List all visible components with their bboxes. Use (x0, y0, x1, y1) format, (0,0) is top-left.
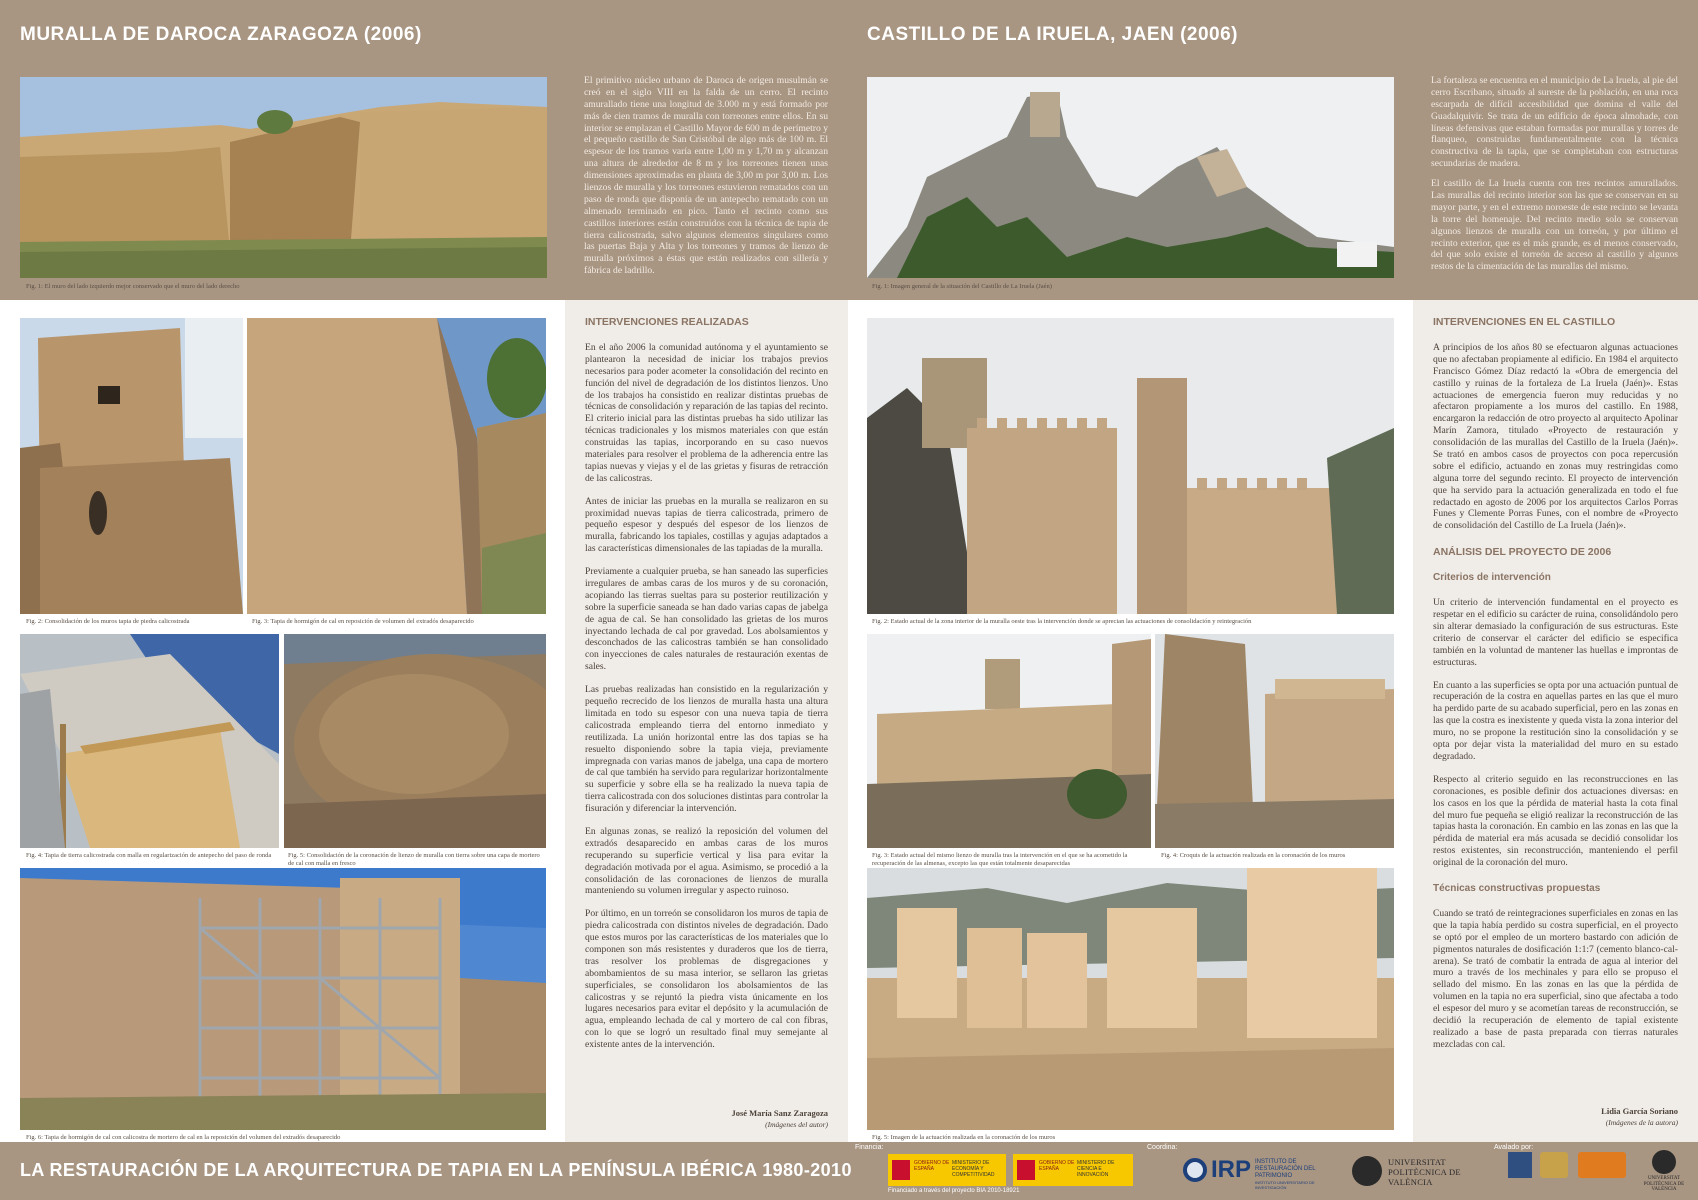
irp-full-name: INSTITUTO DE RESTAURACIÓN DEL PATRIMONIO (1255, 1159, 1316, 1179)
right-fig1-caption: Fig. 1: Imagen general de la situación del Castillo de La Iruela (Jaén) (872, 283, 1052, 290)
left-section-heading: INTERVENCIONES REALIZADAS (585, 316, 749, 328)
world-heritage-logo-icon (1540, 1152, 1568, 1178)
right-intro-text (1431, 75, 1678, 281)
ministry-science-logo (1013, 1154, 1133, 1186)
left-fig1-caption: Fig. 1: El muro del lado izquierdo mejor conservado que el muro del lado derecho (26, 283, 240, 290)
right-intro-p2: El castillo de La Iruela cuenta con tres recintos amurallados. Las murallas del recinto interior son las que se conservan en su mayor parte, y en el extremo noroeste de este recinto se levanta la torre del homenaje. Del recinto medio solo se conservan algunos lienzos de muralla con un torreón, y por último el recinto exterior, que es el más grande, es el menos conservado, del que solo existe el torreón de acceso al castillo y algunos restos de la cimentación de las murallas del mismo. (1431, 178, 1678, 273)
left-fig5-caption: Fig. 5: Consolidación de la coronación de lienzo de muralla con tierra sobre una capa de mortero de cal con malla en fresco (288, 852, 540, 867)
spain-shield-icon (1017, 1160, 1035, 1180)
right-criteria-heading: Criterios de intervención (1433, 572, 1551, 584)
left-author (731, 1108, 828, 1130)
left-author-note: (Imágenes del autor) (765, 1120, 828, 1130)
right-fig4-caption: Fig. 4: Croquis de la actuación realizada en la coronación de los muros (1161, 852, 1346, 859)
left-fig3-caption: Fig. 3: Tapia de hormigón de cal en reposición de volumen del extradós desaparecido (252, 618, 474, 625)
upv-seal-icon (1352, 1156, 1382, 1186)
left-paragraph-5: En algunas zonas, se realizó la reposición del volumen del extradós desaparecido en ambas caras de los muros recuperando su superficie vertical y lisa para evitar la degradación motivada por el agua. Asimismo, se procedió a la consolidación de las coronaciones de lienzos de muralla manteniendo su volumen irregular y aspecto ruinoso. (585, 825, 828, 897)
right-paragraph-5: Cuando se trató de reintegraciones superficiales en zonas en las que la tapia había perdido su costra superficial, en el proyecto se optó por el empleo de un mortero bastardo con adición de pigmentos naturales de dosificación 1:1:7 (cemento blanco-cal-arena). Se trató de combatir la entrada de agua al interior del muro a través de los mechinales y para ello se propuso el sellado del mismo. En las zonas en las que la pérdida de volumen en la tapia no era superficial, sino que afectaba a todo el espesor del muro y se acometían tareas de reconstrucción, se decidió la recuperación de elemento de tapial existente realizado a base de pasta preparada con tierras naturales mezcladas con cal. (1433, 907, 1678, 1050)
right-section-heading: INTERVENCIONES EN EL CASTILLO (1433, 316, 1616, 328)
upv-small-seal-icon (1652, 1150, 1676, 1174)
right-paragraph-2: Un criterio de intervención fundamental en el proyecto es respetar en el edificio su carácter de ruina, consolidándolo pero sin alterar demasiado la configuración de sus estructuras. Este criterio de conservar el carácter del edificio se especifica también en la voluntad de mantener las huellas e improntas de estructuras. (1433, 597, 1678, 668)
spain-shield-icon (892, 1160, 910, 1180)
wall-crown-photo (284, 634, 546, 848)
financia-label: Financia: (855, 1144, 884, 1151)
right-section-title: CASTILLO DE LA IRUELA, JAEN (2006) (867, 24, 1239, 45)
left-fig4-caption: Fig. 4: Tapia de tierra calicostrada con malla en regularización de antepecho del paso de ronda (26, 852, 272, 859)
right-paragraph-3: En cuanto a las superficies se opta por una actuación puntual de recuperación de la costra en aquellas partes en las que el muro ha perdido parte de su acabado superficial, pero en las zonas en las que la costra es inexistente y queda vista la zona interior del muro, no se propone la restitución sino la consolidación y se opta por dejar vista la materialidad del muro en su estado degradado. (1433, 679, 1678, 762)
right-paragraph-4: Respecto al criterio seguido en las reconstrucciones en las coronaciones, es posible definir dos actuaciones diversas: en los casos en los que la pérdida de material hasta la cota final del muro fue pequeña se eligió realizar la reconstrucción de las tapias hasta la coronación. En cambio en las zonas en las que la pérdida de material era más acusada se decidió consolidar los restos existentes, sin reconstrucción, manteniendo el perfil original de la coronación del muro. (1433, 773, 1678, 869)
ministry-economy-label: MINISTERIO DE ECONOMÍA Y COMPETITIVIDAD (952, 1160, 995, 1178)
left-fig6-caption: Fig. 6: Tapia de hormigón de cal con calicostra de mortero de cal en la reposición del volumen del extradós desaparecido (26, 1134, 341, 1141)
footer-title: LA RESTAURACIÓN DE LA ARQUITECTURA DE TAPIA EN LA PENÍNSULA IBÉRICA 1980-2010 (20, 1160, 852, 1180)
left-fig2-caption: Fig. 2: Consolidación de los muros tapia de piedra calicostrada (26, 618, 190, 625)
left-paragraph-3: Previamente a cualquier prueba, se han saneado las superficies irregulares de ambas caras de los muros y de su coronación, acopiando las tierras sueltas para su posterior reutilización y sobre la superficie saneada se han dado varias capas de jabelga de agua de cal. Se han consolidado las grietas de los muros inyectando lechada de cal por gravedad. Los abolsamientos y desconchados de las calicostras también se han consolidado con inyecciones de cales naturales de restauración exentas de sales. (585, 566, 828, 673)
right-author (1601, 1106, 1678, 1128)
left-paragraph-4: Las pruebas realizadas han consistido en la regularización y pequeño recrecido de los lienzos de muralla hasta una altura limitada en todo su espesor con una nueva tapia de tierra calicostrada empleando tierra del entorno inmediato y reutilizada. La unión horizontal entre las dos tapias se ha resuelto disponiendo sobre la tapia vieja, previamente impregnada con varias manos de jabelga, una capa de mortero de cal que también ha servido para regularizar horizontalmente su superficie y sobre ella se ha realizado la nueva tapia de tierra calicostrada con dos soluciones distintas para controlar la fisuración y diferenciar la intervención. (585, 684, 828, 815)
upv-small-logo (1636, 1150, 1692, 1194)
right-author-note: (Imágenes de la autora) (1605, 1118, 1678, 1128)
gov-spain-label-1: GOBIERNO DE ESPAÑA (914, 1160, 950, 1172)
concrete-wall-photo (247, 318, 546, 614)
scaffolding-photo (20, 868, 546, 1130)
avalado-label: Avalado por: (1494, 1144, 1534, 1151)
right-intro-p1: La fortaleza se encuentra en el municipio de La Iruela, al pie del cerro Escribano, situado al sureste de la población, en una roca escarpada de difícil accesibilidad que domina el valle del Guadalquivir. Se trata de un edificio de época almohade, con líneas defensivas que estaban formadas por murallas y torres de flanqueo, construidas fundamentalmente con la técnica constructiva de la tapia, que se completaban con estructuras secundarias de madera. (1431, 75, 1678, 170)
right-fig3-caption: Fig. 3: Estado actual del mismo lienzo de muralla tras la intervención en el que se ha acometido la recuperación de las almenas, excepto las que están totalmente desaparecidas (872, 852, 1128, 867)
irp-logo (1183, 1156, 1316, 1190)
west-wall-photo (867, 318, 1394, 614)
right-paragraph-1: A principios de los años 80 se efectuaron algunas actuaciones que no afectaban propiamente al edificio. En 1984 el arquitecto Francisco Gómez Díaz redactó la «Obra de emergencia del castillo y ruinas de la fortaleza de La Iruela (Jaén)». Estas actuaciones de emergencia fueron muy reducidas y no afectaron propiamente a los muros del castillo. En 1988, encargaron la redacción de otro proyecto al arquitecto Apolinar Marín Zamora, titulado «Proyecto de restauración y consolidación de las murallas del Castillo de la Iruela (Jaén)». Se trató en ambos casos de proyectos con poca repercusión sobre el edificio, actuando en zonas muy restringidas como alguna torre del segundo recinto. El proyecto de intervención que ha servido para la actuación generalizada en todo el fue redactado en agosto de 2006 por los arquitectos Carlos Porras Funes y Clemente Porras Funes, con el nombre de «Proyecto de consolidación del Castillo de La Iruela (Jaén)». (1433, 342, 1678, 532)
left-text-column (565, 300, 848, 1142)
crown-sketch-photo (1155, 634, 1394, 848)
crown-actuation-photo (867, 868, 1394, 1130)
funded-note: Financiado a través del proyecto BIA 2010-18921 (888, 1188, 1020, 1194)
left-paragraph-1: En el año 2006 la comunidad autónoma y el ayuntamiento se plantearon la necesidad de iniciar los trabajos previos necesarios para poder acometer la consolidación del recinto en función del nivel de degradación de los distintos lienzos. Uno de los trabajos ha consistido en realizar distintas pruebas de técnicas de consolidación y reparación de las tapias del recinto. El criterio inicial para las distintas pruebas ha sido utilizar las técnicas tradicionales y los mismos materiales con que están construidas las tapias, incorporando en su caso nuevos materiales para resolver el problema de la adherencia entre las tapias nuevas y viejas y el de las grietas y fisuras de retracción de las calicostras. (585, 342, 828, 484)
unesco-logo-icon (1508, 1152, 1532, 1178)
ministry-science-label: MINISTERIO DE CIENCIA E INNOVACIÓN (1077, 1160, 1115, 1178)
left-paragraph-6: Por último, en un torreón se consolidaron los muros de tapia de piedra calicostrada con distintos niveles de degradación. Dado que estos muros por las características de los materiales que lo componen son más resistentes y duraderos que los de tierra, tras resolver los problemas de disgregaciones y abombamientos de su masa interior, se sellaron las grietas superficiales, se consolidaron los abolsamientos de las calicostras y se rejuntó la piedra vista únicamente en los lugares necesarios para evitar el depósito y la acumulación de agua, empleando lechada de cal y mortero de cal con fibras, con lo que se logró un resultado final muy semejante al existente antes de la intervención. (585, 908, 828, 1051)
upv-logo (1352, 1154, 1482, 1188)
iruela-castle-photo (867, 77, 1394, 278)
tower-photo (20, 318, 243, 614)
right-fig2-caption: Fig. 2: Estado actual de la zona interior de la muralla oeste tras la intervención donde se aprecian las actuaciones de consolidación y reintegración (872, 618, 1252, 625)
left-section-title: MURALLA DE DAROCA ZARAGOZA (2006) (20, 24, 422, 45)
gov-spain-label-2: GOBIERNO DE ESPAÑA (1039, 1160, 1075, 1172)
wall-battlements-photo (867, 634, 1151, 848)
irp-subtitle: INSTITUTO UNIVERSITARIO DE INVESTIGACIÓN (1255, 1180, 1315, 1190)
left-author-name: José María Sanz Zaragoza (731, 1108, 828, 1118)
right-analysis-heading: ANÁLISIS DEL PROYECTO DE 2006 (1433, 546, 1612, 559)
irp-acronym: IRP (1211, 1156, 1252, 1183)
ministry-economy-logo (888, 1154, 1006, 1186)
coordina-label: Coordina: (1147, 1144, 1178, 1151)
daroca-wall-photo (20, 77, 547, 278)
left-intro-text: El primitivo núcleo urbano de Daroca de origen musulmán se creó en el siglo VIII en la falda de un cerro. El recinto amurallado tiene una longitud de 3.000 m y está formado por más de cien tramos de muralla con torreones entre ellos. En su interior se emplazan el Castillo Mayor de 600 m de perímetro y el pequeño castillo de San Cristóbal de algo más de 100 m. El espesor de los tramos varía entre 1,00 m y 1,70 m y alcanzan una altura de alrededor de 8 m y los torreones tienen unas dimensiones aproximadas en planta de 3,00 m por 3,00 m. Los lienzos de muralla y los torreones estuvieron rematados con un paso de ronda que disponía de un antepecho rematado con un almenado terminado en pico. Tanto el recinto como sus castillos interiores están construidos con la técnica de tapia de tierra calicostrada, salvo algunos elementos singulares como las puertas Baja y Alta y los torreones y tramos de lienzo de muralla próximos a éstas que están realizados con sillería y fábrica de ladrillo. (584, 75, 828, 277)
upv-name: UNIVERSITAT POLITÈCNICA DE VALÈNCIA (1388, 1157, 1461, 1187)
right-text-column (1413, 300, 1698, 1142)
right-fig5-caption: Fig. 5: Imagen de la actuación realizada en la coronación de los muros (872, 1134, 1056, 1141)
formwork-photo (20, 634, 279, 848)
irp-symbol-icon (1183, 1158, 1207, 1182)
left-paragraph-2: Antes de iniciar las pruebas en la muralla se realizaron en su proximidad nuevas tapias de tierra calicostrada, primero de pequeño espesor y después del espesor de los lienzos de muralla, fabricando los tapiales, costillas y agujas adaptados a las características dimensionales de las tapiadas de la muralla. (585, 495, 828, 555)
right-author-name: Lidia García Soriano (1601, 1106, 1678, 1116)
right-techniques-heading: Técnicas constructivas propuestas (1433, 882, 1601, 894)
upv-small-name: UNIVERSITAT POLITÈCNICA DE VALÈNCIA (1643, 1176, 1685, 1192)
craterre-logo-icon (1578, 1152, 1626, 1178)
